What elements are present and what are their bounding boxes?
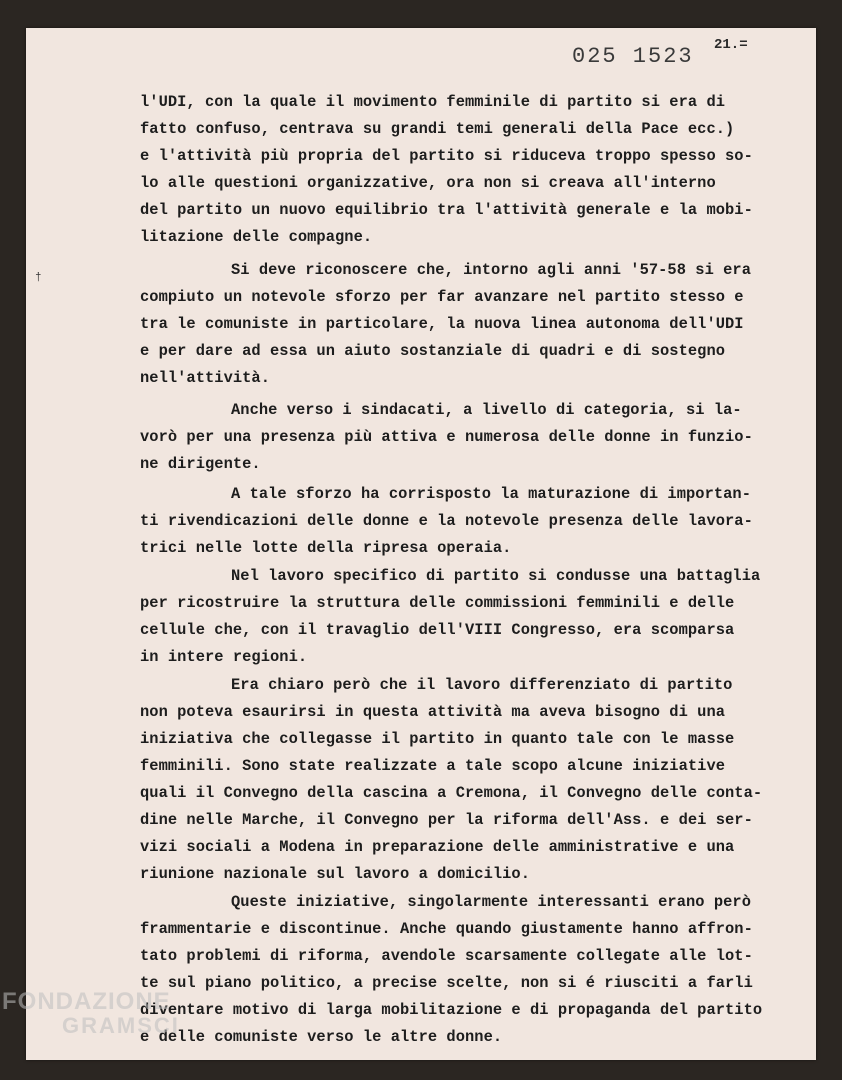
- archive-stamp-number: 025 1523: [572, 44, 694, 69]
- text-line: diventare motivo di larga mobilitazione e di propaganda del partito: [140, 1001, 763, 1019]
- text-line: nell'attività.: [140, 369, 271, 387]
- paragraph-start: Nel lavoro specifico di partito si condusse una battaglia: [231, 567, 761, 585]
- fondazione-gramsci-watermark: [2, 990, 180, 1038]
- text-line: litazione delle compagne.: [140, 228, 373, 246]
- text-line: in intere regioni.: [140, 648, 308, 666]
- page-number: 21.=: [714, 37, 748, 53]
- text-line: e delle comuniste verso le altre donne.: [140, 1028, 503, 1046]
- text-line: ne dirigente.: [140, 455, 261, 473]
- paragraph-start: Anche verso i sindacati, a livello di categoria, si la-: [231, 401, 742, 419]
- text-line: del partito un nuovo equilibrio tra l'attività generale e la mobi-: [140, 201, 753, 219]
- text-line: tato problemi di riforma, avendole scarsamente collegate alle lot-: [140, 947, 753, 965]
- text-line: fatto confuso, centrava su grandi temi generali della Pace ecc.): [140, 120, 735, 138]
- text-line: ti rivendicazioni delle donne e la notevole presenza delle lavora-: [140, 512, 753, 530]
- watermark-line-1: FONDAZIONE: [2, 988, 171, 1015]
- text-line: cellule che, con il travaglio dell'VIII Congresso, era scomparsa: [140, 621, 735, 639]
- text-line: iniziativa che collegasse il partito in quanto tale con le masse: [140, 730, 735, 748]
- paragraph-start: Era chiaro però che il lavoro differenziato di partito: [231, 676, 733, 694]
- text-line: trici nelle lotte della ripresa operaia.: [140, 539, 512, 557]
- text-line: non poteva esaurirsi in questa attività ma aveva bisogno di una: [140, 703, 726, 721]
- text-line: compiuto un notevole sforzo per far avanzare nel partito stesso e: [140, 288, 744, 306]
- text-line: l'UDI, con la quale il movimento femminile di partito si era di: [140, 93, 726, 111]
- paragraph-start: A tale sforzo ha corrisposto la maturazione di importan-: [231, 485, 752, 503]
- paragraph-start: Si deve riconoscere che, intorno agli anni '57-58 si era: [231, 261, 752, 279]
- text-line: quali il Convegno della cascina a Cremona, il Convegno delle conta-: [140, 784, 763, 802]
- text-line: e l'attività più propria del partito si riduceva troppo spesso so-: [140, 147, 753, 165]
- paragraph-start: Queste iniziative, singolarmente interessanti erano però: [231, 893, 752, 911]
- text-line: vorò per una presenza più attiva e numerosa delle donne in funzio-: [140, 428, 753, 446]
- text-line: te sul piano politico, a precise scelte, non si é riusciti a farli: [140, 974, 753, 992]
- watermark-line-2: GRAMSCI: [62, 1013, 180, 1038]
- text-line: e per dare ad essa un aiuto sostanziale di quadri e di sostegno: [140, 342, 726, 360]
- text-line: frammentarie e discontinue. Anche quando giustamente hanno affron-: [140, 920, 753, 938]
- text-line: dine nelle Marche, il Convegno per la riforma dell'Ass. e dei ser-: [140, 811, 753, 829]
- text-line: femminili. Sono state realizzate a tale scopo alcune iniziative: [140, 757, 726, 775]
- text-line: riunione nazionale sul lavoro a domicilio.: [140, 865, 531, 883]
- margin-mark: †: [35, 272, 42, 284]
- text-line: vizi sociali a Modena in preparazione delle amministrative e una: [140, 838, 735, 856]
- text-line: tra le comuniste in particolare, la nuova linea autonoma dell'UDI: [140, 315, 744, 333]
- text-line: lo alle questioni organizzative, ora non si creava all'interno: [140, 174, 716, 192]
- text-line: per ricostruire la struttura delle commissioni femminili e delle: [140, 594, 735, 612]
